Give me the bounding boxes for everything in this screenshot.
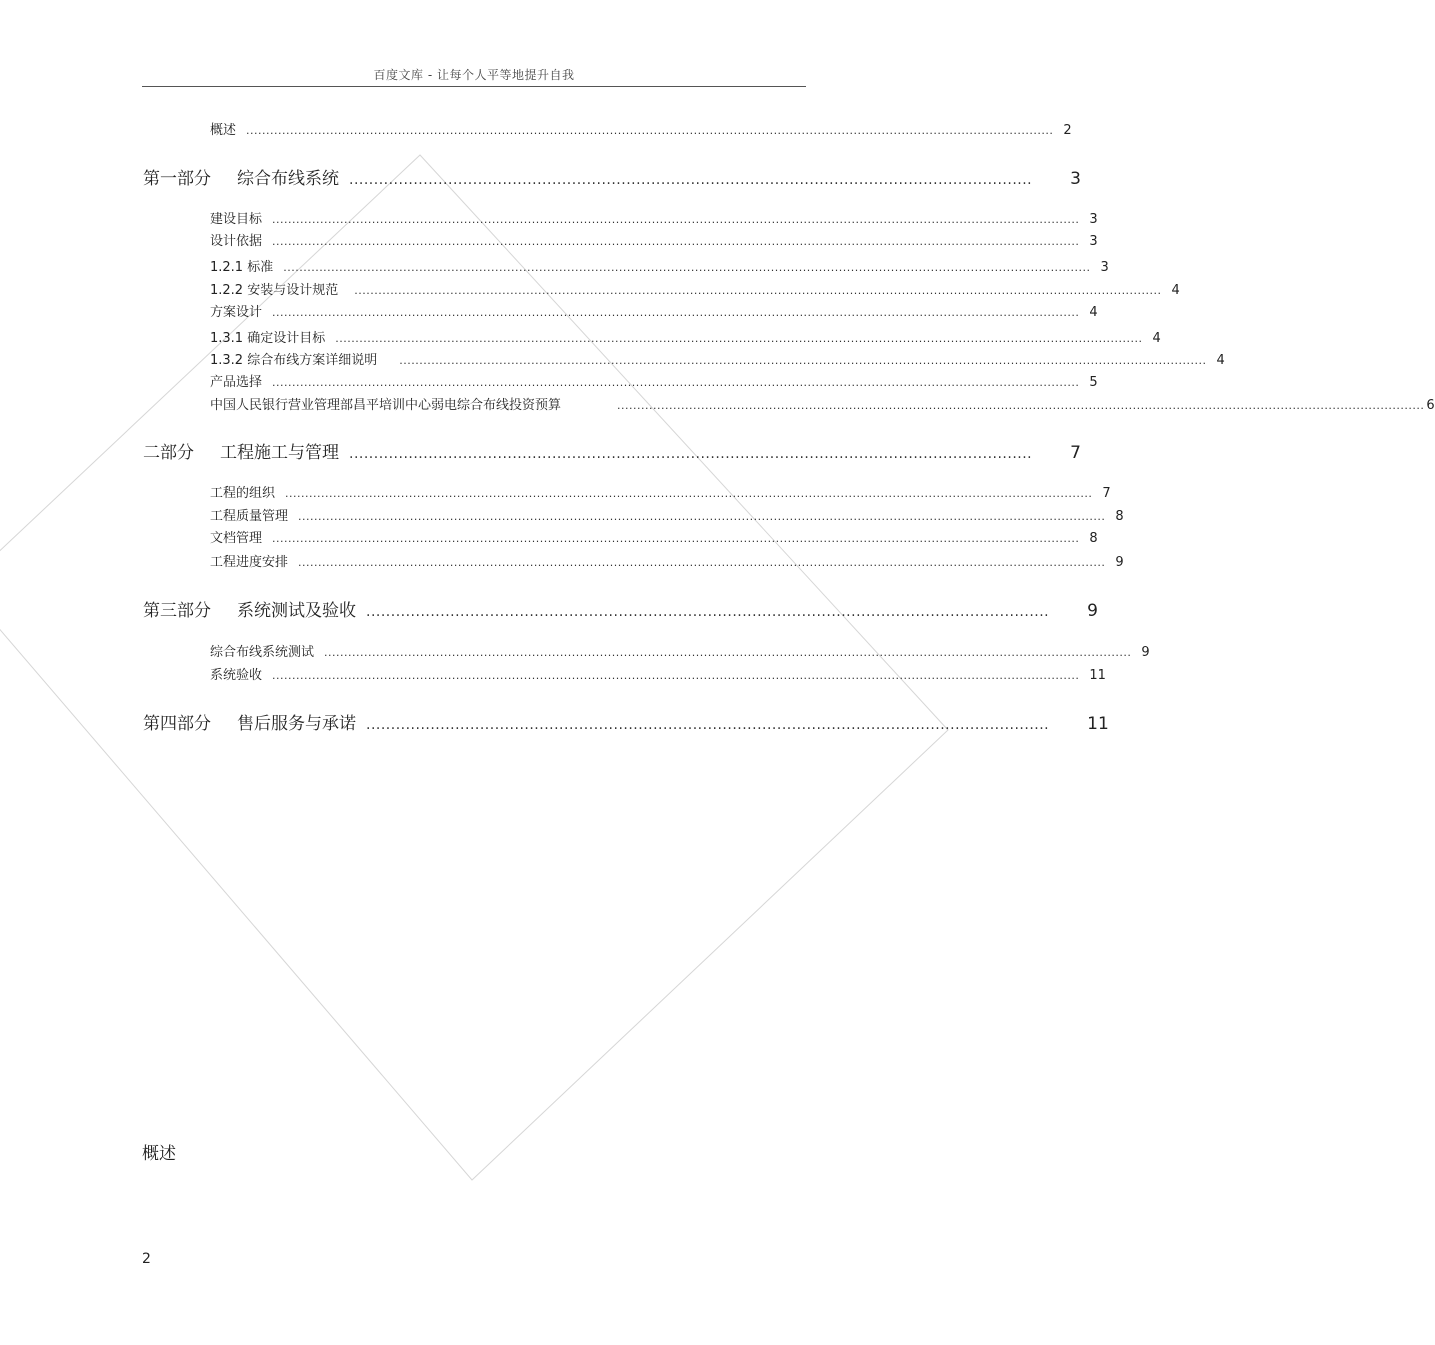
toc-entry[interactable] <box>210 256 1109 276</box>
toc-entry-label: 设计依据 <box>210 234 263 249</box>
toc-part-page: 11 <box>1087 714 1109 734</box>
toc-entry-page: 2 <box>1063 123 1072 138</box>
toc-part-page: 9 <box>1087 601 1098 621</box>
toc-entry-page: 3 <box>1100 260 1109 275</box>
toc-entry-label: 方案设计 <box>210 305 263 320</box>
toc-entry-page: 3 <box>1089 212 1098 227</box>
toc-entry-label: 1.3.1 确定设计目标 <box>210 331 326 346</box>
toc-entry-label: 概述 <box>210 123 237 138</box>
toc-entry[interactable] <box>210 230 1098 250</box>
toc-entry-label: 1.2.2 安装与设计规范 <box>210 283 339 298</box>
toc-entry-label: 综合布线系统测试 <box>210 645 315 660</box>
toc-leader: .......................................................................................................................................................................................................... <box>617 399 1425 412</box>
toc-part-1[interactable] <box>143 164 1081 190</box>
page-header: 百度文库 - 让每个人平等地提升自我 <box>142 66 806 87</box>
toc-entry-page: 4 <box>1089 305 1098 320</box>
toc-leader: .......................................................................................................................................................................................................... <box>272 532 1080 545</box>
toc-entry-page: 4 <box>1216 353 1225 368</box>
toc-entry-label: 1.3.2 综合布线方案详细说明 <box>210 353 378 368</box>
toc-leader: .......................................................................................................................................................................................................... <box>246 124 1054 137</box>
toc-leader: .......................................................................................................................................... <box>366 604 1050 620</box>
toc-part-prefix: 第四部分 <box>143 714 211 734</box>
section-heading: 概述 <box>142 1144 176 1164</box>
toc-entry-label: 工程的组织 <box>210 486 276 501</box>
toc-entry-page: 8 <box>1115 509 1124 524</box>
toc-entry-label: 工程质量管理 <box>210 509 289 524</box>
toc-entry[interactable] <box>210 279 1180 299</box>
toc-leader: .......................................................................................................................................... <box>349 446 1033 462</box>
toc-entry-page: 6 <box>1426 398 1435 413</box>
toc-entry[interactable] <box>210 551 1124 571</box>
toc-entry-label: 中国人民银行营业管理部昌平培训中心弱电综合布线投资预算 <box>210 398 562 413</box>
toc-entry-label: 工程进度安排 <box>210 555 289 570</box>
toc-entry-page: 3 <box>1089 234 1098 249</box>
toc-entry[interactable] <box>210 301 1098 321</box>
toc-leader: .......................................................................................................................................... <box>366 717 1050 733</box>
toc-entry-page: 4 <box>1152 331 1161 346</box>
toc-part-title: 综合布线系统 <box>237 169 339 189</box>
toc-part-prefix: 第一部分 <box>143 169 211 189</box>
toc-leader: .......................................................................................................................................................................................................... <box>272 376 1080 389</box>
toc-entry[interactable] <box>210 349 1225 369</box>
toc-entry-page: 9 <box>1141 645 1150 660</box>
toc-entry[interactable] <box>210 527 1098 547</box>
toc-leader: .......................................................................................................................................................................................................... <box>298 556 1106 569</box>
toc-leader: .......................................................................................................................................................................................................... <box>298 510 1106 523</box>
toc-entry-page: 7 <box>1102 486 1111 501</box>
toc-leader: .......................................................................................................................................................................................................... <box>283 261 1091 274</box>
toc-entry[interactable] <box>210 482 1111 502</box>
toc-leader: .......................................................................................................................................................................................................... <box>399 354 1207 367</box>
toc-entry-page: 5 <box>1089 375 1098 390</box>
toc-entry-label: 1.2.1 标准 <box>210 260 274 275</box>
toc-leader: .......................................................................................................................................................................................................... <box>354 284 1162 297</box>
toc-part-prefix: 二部分 <box>143 443 194 463</box>
toc-part-title: 工程施工与管理 <box>220 443 339 463</box>
toc-part-4[interactable] <box>143 709 1109 735</box>
toc-entry-overview[interactable] <box>210 119 1072 139</box>
toc-leader: .......................................................................................................................................................................................................... <box>285 487 1093 500</box>
toc-part-2[interactable] <box>143 438 1081 464</box>
toc-entry-page: 11 <box>1089 668 1106 683</box>
toc-entry-page: 4 <box>1171 283 1180 298</box>
toc-entry-label: 建设目标 <box>210 212 263 227</box>
toc-part-3[interactable] <box>143 596 1098 622</box>
toc-entry-page: 9 <box>1115 555 1124 570</box>
toc-entry-label: 文档管理 <box>210 531 263 546</box>
toc-leader: .......................................................................................................................................................................................................... <box>272 669 1080 682</box>
toc-entry[interactable] <box>210 394 1435 414</box>
page-number: 2 <box>142 1251 151 1267</box>
toc-leader: .......................................................................................................................................................................................................... <box>272 306 1080 319</box>
toc-entry[interactable] <box>210 327 1161 347</box>
toc-entry[interactable] <box>210 641 1150 661</box>
toc-entry[interactable] <box>210 664 1106 684</box>
toc-leader: .......................................................................................................................................................................................................... <box>272 213 1080 226</box>
toc-entry-label: 系统验收 <box>210 668 263 683</box>
toc-part-page: 3 <box>1070 169 1081 189</box>
toc-leader: .......................................................................................................................................................................................................... <box>324 646 1132 659</box>
toc-part-page: 7 <box>1070 443 1081 463</box>
toc-entry[interactable] <box>210 371 1098 391</box>
toc-part-title: 系统测试及验收 <box>237 601 356 621</box>
toc-entry[interactable] <box>210 208 1098 228</box>
toc-entry-page: 8 <box>1089 531 1098 546</box>
toc-leader: .......................................................................................................................................................................................................... <box>335 332 1143 345</box>
toc-entry-label: 产品选择 <box>210 375 263 390</box>
toc-part-title: 售后服务与承诺 <box>237 714 356 734</box>
toc-leader: .......................................................................................................................................... <box>349 172 1033 188</box>
toc-leader: .......................................................................................................................................................................................................... <box>272 235 1080 248</box>
toc-entry[interactable] <box>210 505 1124 525</box>
toc-part-prefix: 第三部分 <box>143 601 211 621</box>
